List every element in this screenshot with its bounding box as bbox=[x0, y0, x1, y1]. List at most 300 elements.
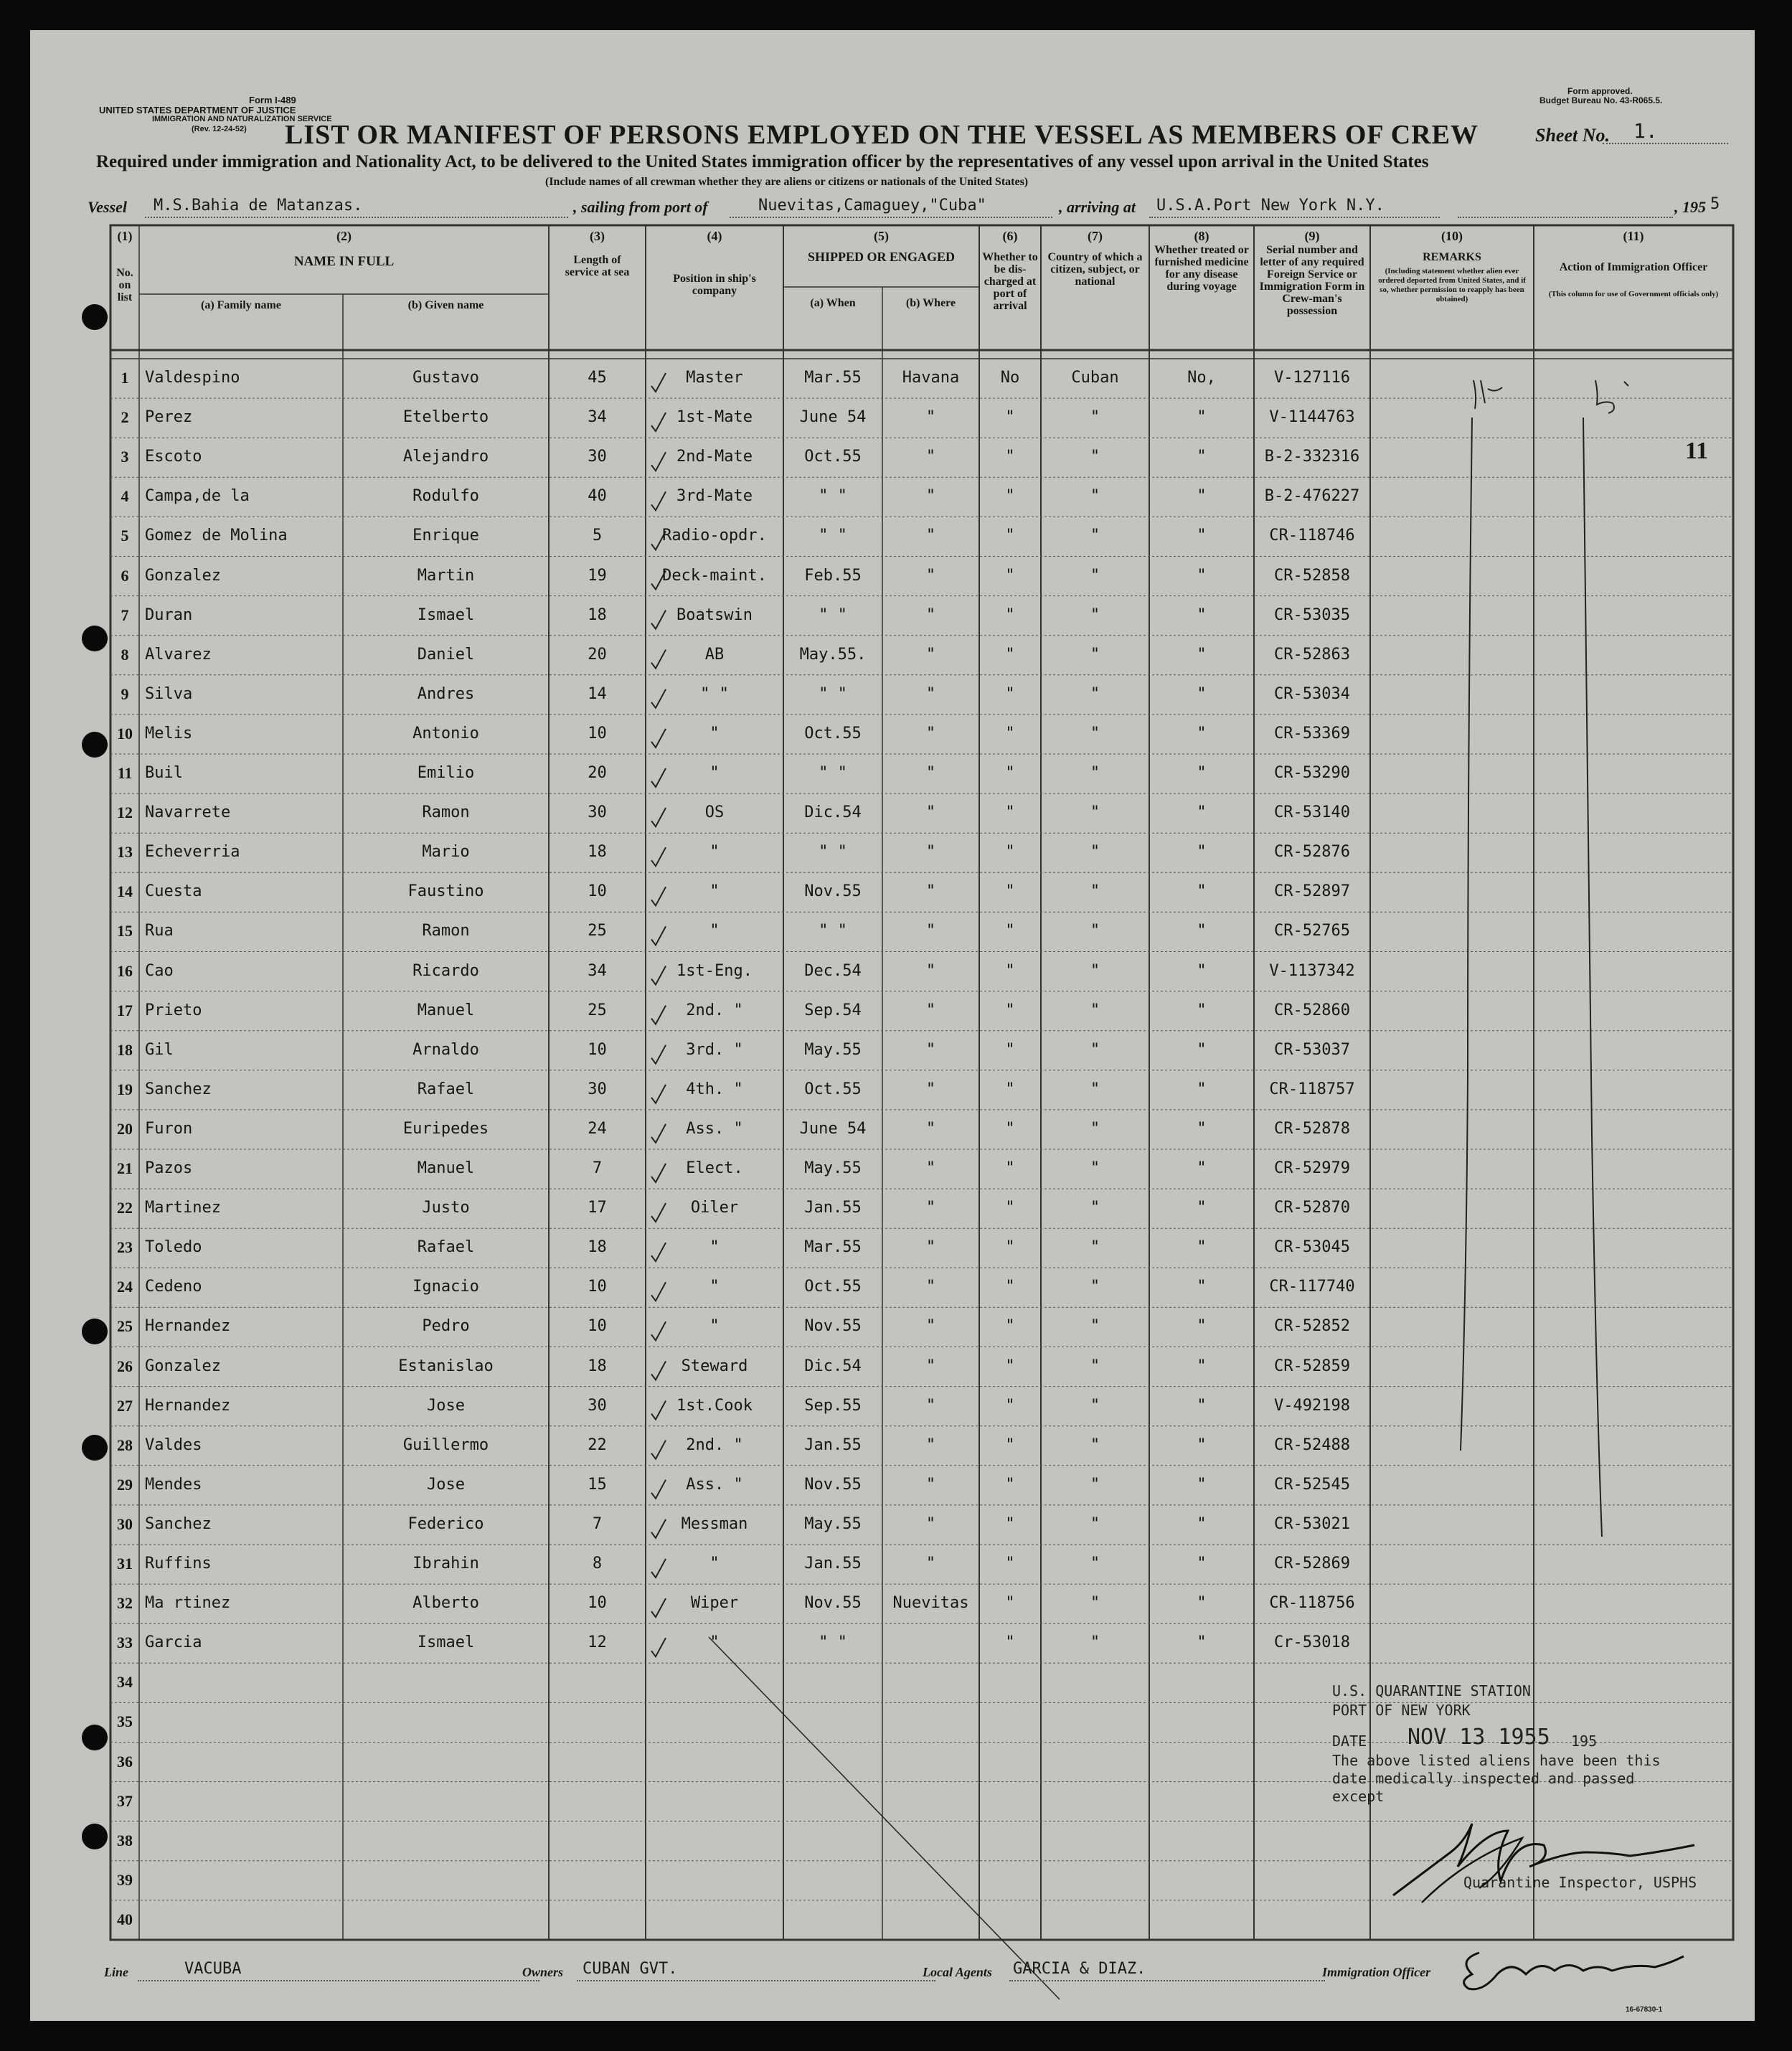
col-7-number: (7) bbox=[1088, 229, 1103, 243]
serial-number-cell: CR-53045 bbox=[1274, 1238, 1350, 1257]
serial-number-cell: CR-52860 bbox=[1274, 1001, 1350, 1019]
position-cell: 1st-Eng. bbox=[676, 961, 753, 980]
given-name-cell: Ignacio bbox=[412, 1278, 479, 1296]
discharged-cell: " bbox=[1005, 487, 1015, 506]
department-name: UNITED STATES DEPARTMENT OF JUSTICE bbox=[99, 105, 296, 115]
discharged-cell: " bbox=[1005, 764, 1015, 782]
shipped-when-cell: " " bbox=[819, 487, 847, 506]
row-number: 25 bbox=[117, 1317, 133, 1336]
shipped-where-cell: " bbox=[925, 605, 936, 624]
medicine-cell: " bbox=[1197, 1475, 1207, 1494]
col-9-label: Serial number and letter of any required Foreign Service or Immigration Form in Crew-man's possession bbox=[1259, 244, 1365, 317]
serial-number-cell: V-1144763 bbox=[1269, 408, 1355, 427]
shipped-where-cell: " bbox=[925, 764, 936, 782]
serial-number-cell: CR-52858 bbox=[1274, 566, 1350, 585]
col-10-label: REMARKS bbox=[1423, 251, 1481, 263]
serial-number-cell: Cr-53018 bbox=[1274, 1633, 1350, 1652]
col-5a-label: (a) When bbox=[810, 297, 856, 309]
given-name-cell: Ramon bbox=[422, 922, 470, 940]
shipped-when-cell: May.55 bbox=[804, 1159, 862, 1177]
given-name-cell: Daniel bbox=[417, 645, 475, 664]
service-name: IMMIGRATION AND NATURALIZATION SERVICE bbox=[152, 115, 332, 123]
shipped-when-cell: Mar.55 bbox=[804, 369, 862, 387]
position-cell: Wiper bbox=[690, 1594, 739, 1613]
col-2a-label: (a) Family name bbox=[201, 299, 281, 311]
shipped-when-cell: Jan.55 bbox=[804, 1555, 862, 1573]
country-cell: " bbox=[1090, 1633, 1100, 1652]
row-number: 3 bbox=[121, 448, 129, 466]
vessel-label: Vessel bbox=[88, 198, 127, 216]
shipped-when-cell: June 54 bbox=[799, 408, 867, 427]
length-of-service-cell: 19 bbox=[588, 566, 607, 585]
position-cell: 2nd-Mate bbox=[676, 448, 753, 466]
serial-number-cell: CR-52852 bbox=[1274, 1317, 1350, 1336]
length-of-service-cell: 10 bbox=[588, 882, 607, 901]
country-cell: " bbox=[1090, 1001, 1100, 1019]
country-cell: " bbox=[1090, 1199, 1100, 1217]
shipped-where-cell: " bbox=[925, 724, 936, 742]
shipped-when-cell: " " bbox=[819, 843, 847, 862]
given-name-cell: Ricardo bbox=[412, 961, 479, 980]
shipped-where-cell: Havana bbox=[902, 369, 960, 387]
col-2-label: NAME IN FULL bbox=[293, 254, 395, 269]
col-3-label: Length of service at sea bbox=[565, 254, 630, 278]
shipped-where-cell: " bbox=[925, 684, 936, 703]
shipped-when-cell: " " bbox=[819, 764, 847, 782]
medicine-cell: " bbox=[1197, 1159, 1207, 1177]
immigration-officer-label: Immigration Officer bbox=[1322, 1965, 1431, 1979]
length-of-service-cell: 18 bbox=[588, 843, 607, 862]
medicine-cell: " bbox=[1197, 684, 1207, 703]
position-cell: " bbox=[709, 724, 720, 742]
punch-hole bbox=[82, 1319, 108, 1344]
given-name-cell: Manuel bbox=[417, 1159, 475, 1177]
medicine-cell: " bbox=[1197, 1435, 1207, 1454]
family-name-cell: Gil bbox=[145, 1040, 174, 1059]
length-of-service-cell: 15 bbox=[588, 1475, 607, 1494]
serial-number-cell: B-2-476227 bbox=[1264, 487, 1360, 506]
punch-hole bbox=[82, 1725, 108, 1750]
length-of-service-cell: 34 bbox=[588, 408, 607, 427]
given-name-cell: Alberto bbox=[412, 1594, 479, 1613]
length-of-service-cell: 20 bbox=[588, 764, 607, 782]
shipped-when-cell: Dec.54 bbox=[804, 961, 862, 980]
country-cell: " bbox=[1090, 1555, 1100, 1573]
shipped-where-cell: " bbox=[925, 408, 936, 427]
col-10-number: (10) bbox=[1441, 229, 1463, 243]
shipped-when-cell: Sep.54 bbox=[804, 1001, 862, 1019]
row-number: 13 bbox=[117, 843, 133, 862]
discharged-cell: " bbox=[1005, 1199, 1015, 1217]
shipped-when-cell: May.55 bbox=[804, 1040, 862, 1059]
medicine-cell: " bbox=[1197, 1633, 1207, 1652]
country-cell: " bbox=[1090, 1594, 1100, 1613]
col-2b-label: (b) Given name bbox=[407, 299, 484, 311]
length-of-service-cell: 5 bbox=[592, 527, 603, 545]
serial-number-cell: CR-118756 bbox=[1269, 1594, 1355, 1613]
shipped-when-cell: " " bbox=[819, 605, 847, 624]
shipped-where-cell: " bbox=[925, 527, 936, 545]
shipped-when-cell: " " bbox=[819, 527, 847, 545]
family-name-cell: Ruffins bbox=[145, 1555, 212, 1573]
row-number: 37 bbox=[117, 1791, 133, 1810]
serial-number-cell: CR-53290 bbox=[1274, 764, 1350, 782]
country-cell: " bbox=[1090, 1159, 1100, 1177]
shipped-when-cell: Jan.55 bbox=[804, 1199, 862, 1217]
row-number: 20 bbox=[117, 1119, 133, 1138]
discharged-cell: " bbox=[1005, 1514, 1015, 1533]
length-of-service-cell: 17 bbox=[588, 1199, 607, 1217]
length-of-service-cell: 25 bbox=[588, 922, 607, 940]
family-name-cell: Melis bbox=[145, 724, 193, 742]
discharged-cell: " bbox=[1005, 1040, 1015, 1059]
country-cell: " bbox=[1090, 882, 1100, 901]
serial-number-cell: CR-52859 bbox=[1274, 1357, 1350, 1375]
family-name-cell: Toledo bbox=[145, 1238, 202, 1257]
position-cell: 3rd-Mate bbox=[676, 487, 753, 506]
serial-number-cell: CR-53369 bbox=[1274, 724, 1350, 742]
stamp-date-label: DATE bbox=[1332, 1732, 1367, 1750]
row-number: 5 bbox=[121, 527, 129, 545]
col-11-number: (11) bbox=[1623, 229, 1644, 243]
line-value: VACUBA bbox=[184, 1960, 242, 1978]
discharged-cell: " bbox=[1005, 1317, 1015, 1336]
family-name-cell: Hernandez bbox=[145, 1317, 231, 1336]
discharged-cell: " bbox=[1005, 684, 1015, 703]
family-name-cell: Rua bbox=[145, 922, 174, 940]
year-prefix: , 195 bbox=[1674, 198, 1706, 216]
given-name-cell: Rafael bbox=[417, 1238, 475, 1257]
position-cell: Master bbox=[686, 369, 743, 387]
length-of-service-cell: 18 bbox=[588, 605, 607, 624]
position-cell: Elect. bbox=[686, 1159, 743, 1177]
family-name-cell: Sanchez bbox=[145, 1080, 212, 1098]
serial-number-cell: CR-52765 bbox=[1274, 922, 1350, 940]
family-name-cell: Prieto bbox=[145, 1001, 202, 1019]
medicine-cell: " bbox=[1197, 1080, 1207, 1098]
serial-number-cell: B-2-332316 bbox=[1264, 448, 1360, 466]
position-cell: Deck-maint. bbox=[662, 566, 767, 585]
stamp-line-2: PORT OF NEW YORK bbox=[1332, 1702, 1471, 1719]
print-code: 16-67830-1 bbox=[1626, 2006, 1663, 2014]
row-number: 23 bbox=[117, 1238, 133, 1257]
serial-number-cell: CR-52863 bbox=[1274, 645, 1350, 664]
arriving-label: , arriving at bbox=[1059, 198, 1136, 216]
col-7-label: Country of which a citizen, subject, or national bbox=[1047, 251, 1143, 288]
shipped-where-cell: " bbox=[925, 1199, 936, 1217]
family-name-cell: Gonzalez bbox=[145, 566, 221, 585]
length-of-service-cell: 30 bbox=[588, 1396, 607, 1415]
length-of-service-cell: 8 bbox=[592, 1555, 603, 1573]
country-cell: " bbox=[1090, 1119, 1100, 1138]
position-cell: AB bbox=[704, 645, 725, 664]
country-cell: " bbox=[1090, 1080, 1100, 1098]
country-cell: " bbox=[1090, 1238, 1100, 1257]
discharged-cell: " bbox=[1005, 961, 1015, 980]
sailing-label: , sailing from port of bbox=[573, 198, 708, 216]
shipped-when-cell: Nov.55 bbox=[804, 882, 862, 901]
length-of-service-cell: 7 bbox=[592, 1159, 603, 1177]
discharged-cell: " bbox=[1005, 448, 1015, 466]
col-2-number: (2) bbox=[336, 229, 352, 243]
country-cell: " bbox=[1090, 645, 1100, 664]
family-name-cell: Escoto bbox=[145, 448, 202, 466]
position-cell: " bbox=[709, 1317, 720, 1336]
shipped-where-cell: " bbox=[925, 803, 936, 822]
col-8-label: Whether treated or furnished medicine for any disease during voyage bbox=[1154, 244, 1249, 293]
family-name-cell: Perez bbox=[145, 408, 193, 427]
shipped-where-cell: " bbox=[925, 1475, 936, 1494]
shipped-where-cell: " bbox=[925, 1040, 936, 1059]
length-of-service-cell: 30 bbox=[588, 1080, 607, 1098]
sheet-label: Sheet No. bbox=[1535, 125, 1610, 146]
table-grid bbox=[30, 30, 1755, 2021]
family-name-cell: Valdespino bbox=[145, 369, 240, 387]
row-number: 29 bbox=[117, 1475, 133, 1494]
length-of-service-cell: 45 bbox=[588, 369, 607, 387]
discharged-cell: " bbox=[1005, 882, 1015, 901]
punch-hole bbox=[82, 1435, 108, 1461]
col-6-label: Whether to be dis-charged at port of arrival bbox=[982, 251, 1038, 312]
shipped-where-cell: " bbox=[925, 1080, 936, 1098]
discharged-cell: " bbox=[1005, 527, 1015, 545]
officer-signature bbox=[1451, 1931, 1694, 1996]
shipped-when-cell: Oct.55 bbox=[804, 1278, 862, 1296]
given-name-cell: Pedro bbox=[422, 1317, 470, 1336]
shipped-when-cell: Feb.55 bbox=[804, 566, 862, 585]
country-cell: " bbox=[1090, 922, 1100, 940]
serial-number-cell: CR-118757 bbox=[1269, 1080, 1355, 1098]
shipped-where-cell: " bbox=[925, 487, 936, 506]
position-cell: Messman bbox=[681, 1514, 748, 1533]
shipped-where-cell: " bbox=[925, 1357, 936, 1375]
given-name-cell: Andres bbox=[417, 684, 475, 703]
discharged-cell: " bbox=[1005, 1555, 1015, 1573]
punch-hole bbox=[82, 1824, 108, 1849]
medicine-cell: " bbox=[1197, 1317, 1207, 1336]
row-number: 16 bbox=[117, 961, 133, 980]
medicine-cell: " bbox=[1197, 605, 1207, 624]
given-name-cell: Manuel bbox=[417, 1001, 475, 1019]
stamp-date: NOV 13 1955 bbox=[1407, 1725, 1550, 1750]
owners-value: CUBAN GVT. bbox=[583, 1960, 678, 1978]
discharged-cell: " bbox=[1005, 1159, 1015, 1177]
row-number: 14 bbox=[117, 882, 133, 901]
country-cell: " bbox=[1090, 803, 1100, 822]
country-cell: " bbox=[1090, 1317, 1100, 1336]
medicine-cell: " bbox=[1197, 1396, 1207, 1415]
row-number: 8 bbox=[121, 645, 129, 664]
discharged-cell: " bbox=[1005, 1238, 1015, 1257]
length-of-service-cell: 40 bbox=[588, 487, 607, 506]
given-name-cell: Antonio bbox=[412, 724, 479, 742]
serial-number-cell: CR-52545 bbox=[1274, 1475, 1350, 1494]
form-number: Form I-489 bbox=[249, 95, 296, 105]
row-number: 4 bbox=[121, 487, 129, 506]
medicine-cell: " bbox=[1197, 1278, 1207, 1296]
discharged-cell: " bbox=[1005, 803, 1015, 822]
medicine-cell: " bbox=[1197, 1357, 1207, 1375]
family-name-cell: Alvarez bbox=[145, 645, 212, 664]
serial-number-cell: CR-52869 bbox=[1274, 1555, 1350, 1573]
length-of-service-cell: 10 bbox=[588, 1040, 607, 1059]
shipped-where-cell: " bbox=[925, 1317, 936, 1336]
given-name-cell: Faustino bbox=[407, 882, 484, 901]
discharged-cell: " bbox=[1005, 724, 1015, 742]
col-10-note: (Including statement whether alien ever ordered deported from United States, and if so, whether permission to reapply has been obtained) bbox=[1378, 267, 1526, 303]
medicine-cell: " bbox=[1197, 922, 1207, 940]
col-4-label: Position in ship's company bbox=[673, 273, 756, 297]
shipped-where-cell: " bbox=[925, 922, 936, 940]
medicine-cell: " bbox=[1197, 1594, 1207, 1613]
punch-hole bbox=[82, 732, 108, 758]
shipped-where-cell: Nuevitas bbox=[892, 1594, 969, 1613]
row-number: 10 bbox=[117, 724, 133, 742]
family-name-cell: Echeverria bbox=[145, 843, 240, 862]
row-number: 39 bbox=[117, 1870, 133, 1889]
discharged-cell: " bbox=[1005, 1080, 1015, 1098]
family-name-cell: Duran bbox=[145, 605, 193, 624]
stamp-line-4: date medically inspected and passed bbox=[1332, 1770, 1635, 1787]
length-of-service-cell: 20 bbox=[588, 645, 607, 664]
shipped-when-cell: May.55. bbox=[799, 645, 867, 664]
given-name-cell: Ibrahin bbox=[412, 1555, 479, 1573]
country-cell: Cuban bbox=[1071, 369, 1119, 387]
length-of-service-cell: 34 bbox=[588, 961, 607, 980]
medicine-cell: " bbox=[1197, 764, 1207, 782]
given-name-cell: Federico bbox=[407, 1514, 484, 1533]
country-cell: " bbox=[1090, 448, 1100, 466]
shipped-when-cell: June 54 bbox=[799, 1119, 867, 1138]
col-3-number: (3) bbox=[590, 229, 605, 243]
col-6-number: (6) bbox=[1002, 229, 1018, 243]
row-number: 36 bbox=[117, 1752, 133, 1771]
punch-hole bbox=[82, 626, 108, 651]
punch-hole bbox=[82, 304, 108, 330]
shipped-when-cell: Dic.54 bbox=[804, 803, 862, 822]
medicine-cell: " bbox=[1197, 1040, 1207, 1059]
family-name-cell: Campa,de la bbox=[145, 487, 250, 506]
given-name-cell: Gustavo bbox=[412, 369, 479, 387]
discharged-cell: " bbox=[1005, 922, 1015, 940]
stamp-line-1: U.S. QUARANTINE STATION bbox=[1332, 1682, 1531, 1699]
row-number: 32 bbox=[117, 1594, 133, 1613]
given-name-cell: Alejandro bbox=[402, 448, 489, 466]
length-of-service-cell: 10 bbox=[588, 1317, 607, 1336]
shipped-when-cell: Oct.55 bbox=[804, 448, 862, 466]
row-number: 27 bbox=[117, 1396, 133, 1415]
medicine-cell: " bbox=[1197, 1199, 1207, 1217]
budget-bureau: Budget Bureau No. 43-R065.5. bbox=[1539, 95, 1663, 105]
shipped-where-cell: " bbox=[925, 1278, 936, 1296]
shipped-when-cell: Nov.55 bbox=[804, 1594, 862, 1613]
sheet-number: 1. bbox=[1633, 119, 1658, 143]
family-name-cell: Silva bbox=[145, 684, 193, 703]
stamp-inspector-title: Quarantine Inspector, USPHS bbox=[1463, 1874, 1697, 1891]
family-name-cell: Buil bbox=[145, 764, 183, 782]
serial-number-cell: CR-117740 bbox=[1269, 1278, 1355, 1296]
length-of-service-cell: 10 bbox=[588, 724, 607, 742]
row-number: 6 bbox=[121, 566, 129, 585]
country-cell: " bbox=[1090, 1396, 1100, 1415]
position-cell: " bbox=[709, 1238, 720, 1257]
serial-number-cell: CR-52876 bbox=[1274, 843, 1350, 862]
local-agents-label: Local Agents bbox=[923, 1965, 992, 1979]
shipped-when-cell: Oct.55 bbox=[804, 724, 862, 742]
discharged-cell: " bbox=[1005, 843, 1015, 862]
family-name-cell: Furon bbox=[145, 1119, 193, 1138]
stamp-year-prefix: 195 bbox=[1571, 1732, 1598, 1750]
shipped-when-cell: Nov.55 bbox=[804, 1317, 862, 1336]
medicine-cell: " bbox=[1197, 803, 1207, 822]
length-of-service-cell: 30 bbox=[588, 448, 607, 466]
serial-number-cell: CR-52870 bbox=[1274, 1199, 1350, 1217]
country-cell: " bbox=[1090, 1040, 1100, 1059]
row-number: 40 bbox=[117, 1910, 133, 1928]
row-number: 19 bbox=[117, 1080, 133, 1098]
country-cell: " bbox=[1090, 408, 1100, 427]
country-cell: " bbox=[1090, 527, 1100, 545]
family-name-cell: Martinez bbox=[145, 1199, 221, 1217]
shipped-where-cell: " bbox=[925, 645, 936, 664]
given-name-cell: Guillermo bbox=[402, 1435, 489, 1454]
year-suffix: 5 bbox=[1710, 195, 1720, 213]
position-cell: Radio-opdr. bbox=[662, 527, 767, 545]
medicine-cell: " bbox=[1197, 1555, 1207, 1573]
given-name-cell: Rodulfo bbox=[412, 487, 479, 506]
given-name-cell: Martin bbox=[417, 566, 475, 585]
col-11-note: (This column for use of Government officials only) bbox=[1548, 290, 1719, 298]
country-cell: " bbox=[1090, 724, 1100, 742]
row-number: 1 bbox=[121, 369, 129, 387]
position-cell: " bbox=[709, 764, 720, 782]
country-cell: " bbox=[1090, 684, 1100, 703]
owners-label: Owners bbox=[522, 1965, 564, 1979]
row-number: 17 bbox=[117, 1001, 133, 1019]
serial-number-cell: V-127116 bbox=[1274, 369, 1350, 387]
shipped-where-cell: " bbox=[925, 882, 936, 901]
position-cell: Ass. " bbox=[686, 1119, 743, 1138]
family-name-cell: Garcia bbox=[145, 1633, 202, 1652]
length-of-service-cell: 7 bbox=[592, 1514, 603, 1533]
shipped-where-cell: " bbox=[925, 1435, 936, 1454]
discharged-cell: " bbox=[1005, 566, 1015, 585]
country-cell: " bbox=[1090, 961, 1100, 980]
medicine-cell: " bbox=[1197, 1514, 1207, 1533]
row-number: 15 bbox=[117, 922, 133, 940]
medicine-cell: " bbox=[1197, 487, 1207, 506]
discharged-cell: " bbox=[1005, 408, 1015, 427]
country-cell: " bbox=[1090, 764, 1100, 782]
vessel-name: M.S.Bahia de Matanzas. bbox=[154, 197, 363, 214]
given-name-cell: Estanislao bbox=[398, 1357, 494, 1375]
col-5-label: SHIPPED OR ENGAGED bbox=[807, 250, 956, 264]
serial-number-cell: V-1137342 bbox=[1269, 961, 1355, 980]
stamp-line-5: except bbox=[1332, 1788, 1385, 1805]
row-number: 24 bbox=[117, 1278, 133, 1296]
given-name-cell: Arnaldo bbox=[412, 1040, 479, 1059]
row-number: 26 bbox=[117, 1357, 133, 1375]
country-cell: " bbox=[1090, 843, 1100, 862]
shipped-when-cell: Sep.55 bbox=[804, 1396, 862, 1415]
discharged-cell: " bbox=[1005, 1396, 1015, 1415]
discharged-cell: " bbox=[1005, 1435, 1015, 1454]
shipped-when-cell: " " bbox=[819, 1633, 847, 1652]
family-name-cell: Pazos bbox=[145, 1159, 193, 1177]
length-of-service-cell: 10 bbox=[588, 1278, 607, 1296]
row-number: 21 bbox=[117, 1159, 133, 1177]
country-cell: " bbox=[1090, 566, 1100, 585]
